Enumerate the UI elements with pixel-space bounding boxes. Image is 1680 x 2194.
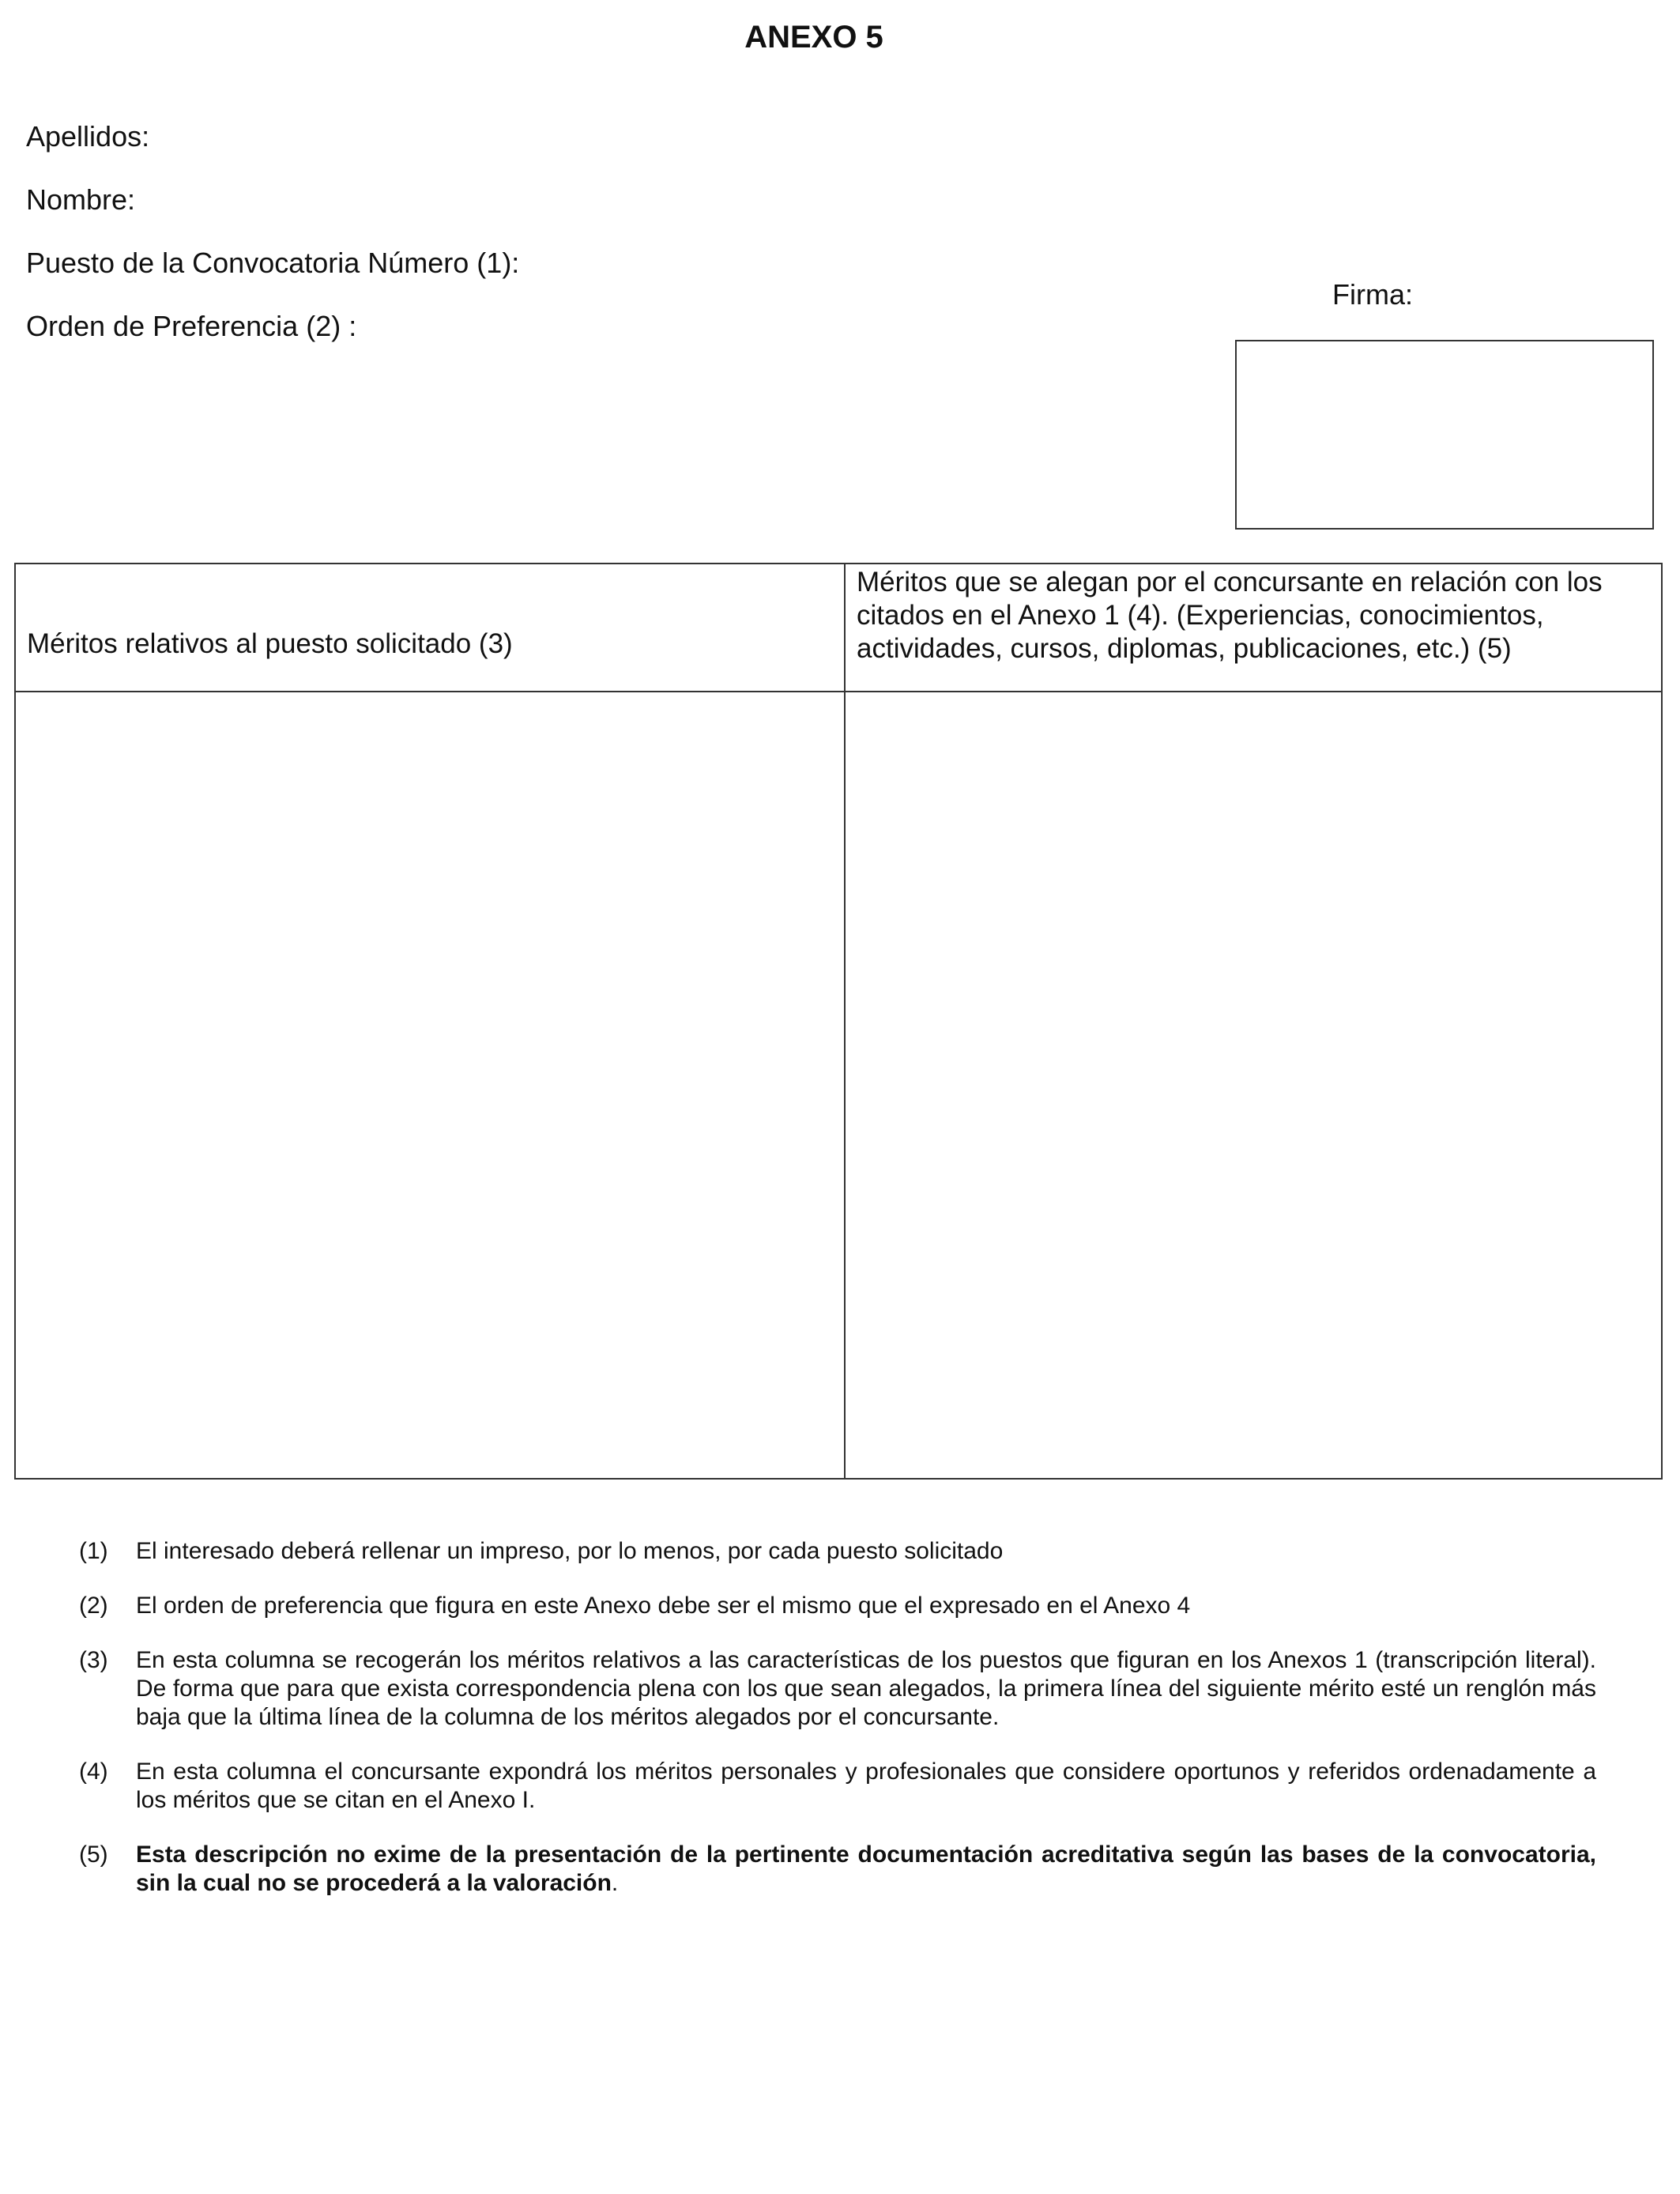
footnote-number: (4)	[79, 1759, 108, 1785]
firma-label: Firma:	[1332, 278, 1413, 311]
footnote-text: El interesado deberá rellenar un impreso, por lo menos, por cada puesto solicitado	[136, 1538, 1004, 1564]
merits-table	[14, 563, 1663, 1480]
apellidos-label: Apellidos:	[26, 120, 150, 153]
meritos-relativos-cell[interactable]	[16, 692, 844, 1478]
footnote-3	[79, 1646, 1596, 1732]
footnote-text: En esta columna se recogerán los méritos relativos a las características de los puestos que figuran en los Anexos 1 (transcripción literal). De forma que para que exista correspondencia plena con los que sean alegados, la primera línea del siguiente mérito esté un renglón más baja que la última línea de la columna de los méritos alegados por el concursante.	[136, 1647, 1596, 1730]
puesto-label: Puesto de la Convocatoria Número (1):	[26, 247, 520, 279]
footnote-2	[79, 1592, 1596, 1620]
footnote-number: (2)	[79, 1593, 108, 1619]
footnote-number: (3)	[79, 1647, 108, 1673]
footnote-1	[79, 1537, 1596, 1566]
footnote-text-bold: Esta descripción no exime de la presentación de la pertinente documentación acreditativa según las bases de la convocatoria, sin la cual no se procederá a la valoración	[136, 1842, 1596, 1896]
orden-preferencia-label: Orden de Preferencia (2) :	[26, 310, 357, 342]
footnote-text-period: .	[611, 1870, 619, 1896]
footnote-number: (1)	[79, 1538, 108, 1564]
footnote-text: En esta columna el concursante expondrá los méritos personales y profesionales que considere oportunos y referidos ordenadamente a los méritos que se citan en el Anexo I.	[136, 1759, 1596, 1813]
nombre-label: Nombre:	[26, 183, 136, 216]
footnote-text-container	[136, 1841, 1596, 1898]
header-meritos-relativos: Méritos relativos al puesto solicitado (3)	[27, 628, 513, 659]
page-title: ANEXO 5	[744, 20, 883, 55]
meritos-alegados-cell[interactable]	[846, 692, 1661, 1478]
signature-box[interactable]	[1235, 340, 1654, 530]
footnote-text: El orden de preferencia que figura en este Anexo debe ser el mismo que el expresado en el Anexo 4	[136, 1593, 1191, 1619]
footnote-4	[79, 1758, 1596, 1815]
footnote-5	[79, 1841, 1596, 1898]
header-meritos-alegados: Méritos que se alegan por el concursante en relación con los citados en el Anexo 1 (4). (Experiencias, conocimientos, actividades, cursos, diplomas, publicaciones, etc.) (5)	[857, 567, 1603, 664]
footnotes	[79, 1537, 1596, 1924]
footnote-number: (5)	[79, 1842, 108, 1868]
